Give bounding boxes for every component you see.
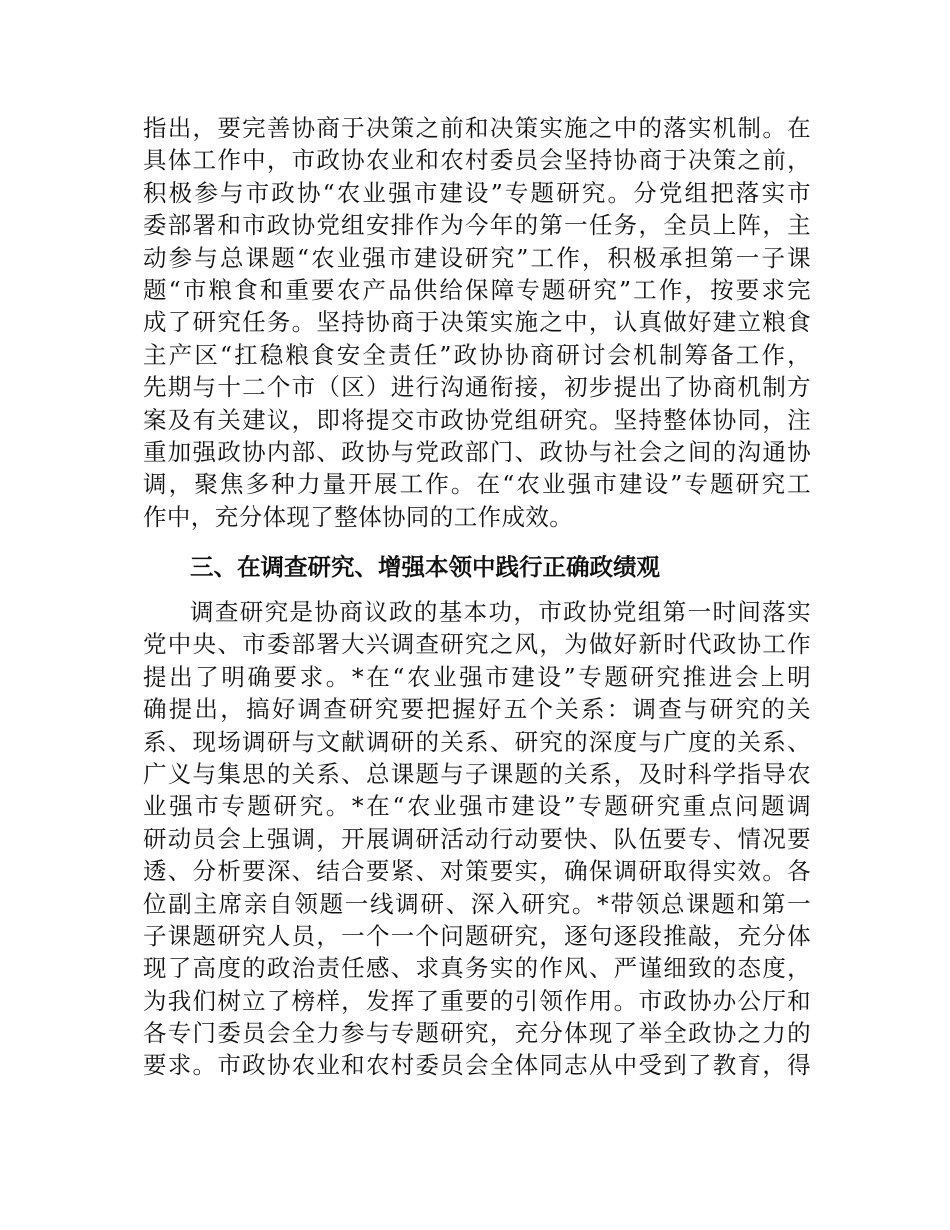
text-line: 各专门委员会全力参与专题研究，充分体现了举全政协之力的 [143, 1019, 811, 1048]
text-line: 先期与十二个市（区）进行沟通衔接，初步提出了协商机制方 [143, 373, 811, 402]
text-line: 调查研究是协商议政的基本功，市政协党组第一时间落实 [190, 598, 811, 626]
section-heading: 三、在调查研究、增强本领中践行正确政绩观 [190, 553, 660, 581]
text-line: 动参与总课题“农业强市建设研究”工作，积极承担第一子课 [143, 243, 811, 272]
text-line: 广义与集思的关系、总课题与子课题的关系，及时科学指导农 [143, 759, 811, 788]
text-line: 现了高度的政治责任感、求真务实的作风、严谨细致的态度， [143, 954, 811, 983]
text-line: 成了研究任务。坚持协商于决策实施之中，认真做好建立粮食 [143, 308, 811, 337]
text-line: 积极参与市政协“农业强市建设”专题研究。分党组把落实市 [143, 178, 811, 207]
text-line: 重加强政协内部、政协与党政部门、政协与社会之间的沟通协 [143, 437, 811, 466]
text-line: 指出，要完善协商于决策之前和决策实施之中的落实机制。在 [143, 114, 811, 142]
text-line: 系、现场调研与文献调研的关系、研究的深度与广度的关系、 [143, 727, 811, 756]
text-line: 子课题研究人员，一个一个问题研究，逐句逐段推敲，充分体 [143, 921, 811, 950]
text-line: 调，聚焦多种力量开展工作。在“农业强市建设”专题研究工 [143, 470, 811, 499]
paragraph-1 [143, 112, 811, 533]
text-line: 案及有关建议，即将提交市政协党组研究。坚持整体协同，注 [143, 405, 811, 434]
text-line: 要求。市政协农业和农村委员会全体同志从中受到了教育，得 [143, 1051, 811, 1080]
text-line: 主产区“扛稳粮食安全责任”政协协商研讨会机制筹备工作， [143, 340, 811, 369]
text-line: 题“市粮食和重要农产品供给保障专题研究”工作，按要求完 [143, 275, 811, 304]
text-line: 党中央、市委部署大兴调查研究之风，为做好新时代政协工作 [143, 630, 811, 659]
text-line: 确提出，搞好调查研究要把握好五个关系：调查与研究的关 [143, 695, 811, 724]
text-line: 作中，充分体现了整体协同的工作成效。 [143, 502, 574, 531]
text-line: 提出了明确要求。*在“农业强市建设”专题研究推进会上明 [143, 662, 811, 691]
text-line: 研动员会上强调，开展调研活动行动要快、队伍要专、情况要 [143, 824, 811, 853]
text-line: 位副主席亲自领题一线调研、深入研究。*带领总课题和第一 [143, 889, 811, 918]
text-line: 委部署和市政协党组安排作为今年的第一任务，全员上阵，主 [143, 211, 811, 240]
text-line: 业强市专题研究。*在“农业强市建设”专题研究重点问题调 [143, 792, 811, 821]
text-line: 具体工作中，市政协农业和农村委员会坚持协商于决策之前， [143, 146, 811, 175]
paragraph-2 [143, 596, 811, 1082]
text-line: 为我们树立了榜样，发挥了重要的引领作用。市政协办公厅和 [143, 986, 811, 1015]
text-line: 透、分析要深、结合要紧、对策要实，确保调研取得实效。各 [143, 857, 811, 886]
